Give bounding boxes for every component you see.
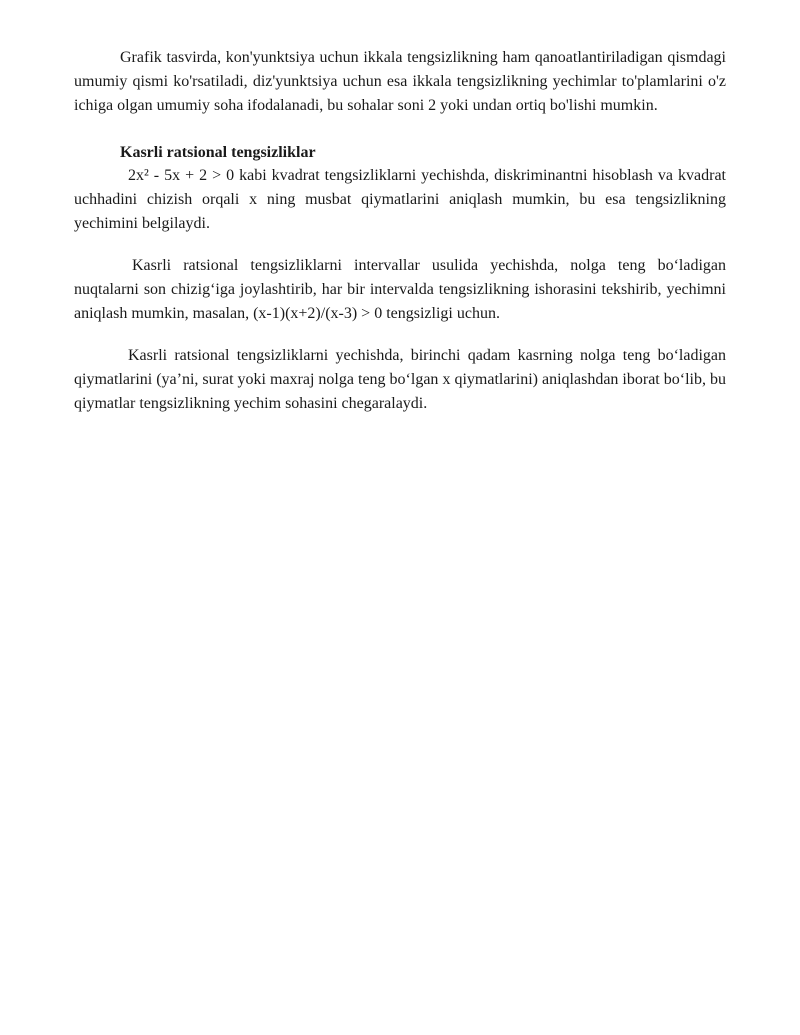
paragraph-kvadrat-tengsizliklar: 2x² - 5x + 2 > 0 kabi kvadrat tengsizliklarni yechishda, diskriminantni hisoblash va kvadrat uchhadini chizish orqali x ning musbat qiymatlarini aniqlash mumkin, bu esa tengsizlikning yechimini belgilaydi. [74,167,726,232]
section-heading: Kasrli ratsional tengsizliklar [120,144,316,161]
paragraph-birinchi-qadam: Kasrli ratsional tengsizliklarni yechishda, birinchi qadam kasrning nolga teng bo‘ladigan qiymatlarini (ya’ni, surat yoki maxraj nolga teng bo‘lgan x qiymatlarini) aniqlashdan iborat bo‘lib, bu qiymatlar tengsizlikning yechim sohasini chegaralaydi. [74,347,726,412]
document-body [74,46,726,416]
paragraph-intervallar-usuli: Kasrli ratsional tengsizliklarni intervallar usulida yechishda, nolga teng bo‘ladigan nuqtalarni son chizig‘iga joylashtirib, har bir intervalda tengsizlikning ishorasini tekshirib, yechimni aniqlash mumkin, masalan, (x-1)(x+2)/(x-3) > 0 tengsizligi uchun. [74,257,726,322]
paragraph-grafik-tasvirda: Grafik tasvirda, kon'yunktsiya uchun ikkala tengsizlikning ham qanoatlantiriladigan qismdagi umumiy qismi ko'rsatiladi, diz'yunktsiya uchun esa ikkala tengsizlikning yechimlar to'plamlarini o'z ichiga olgan umumiy soha ifodalanadi, bu sohalar soni 2 yoki undan ortiq bo'lishi mumkin. [74,49,726,114]
